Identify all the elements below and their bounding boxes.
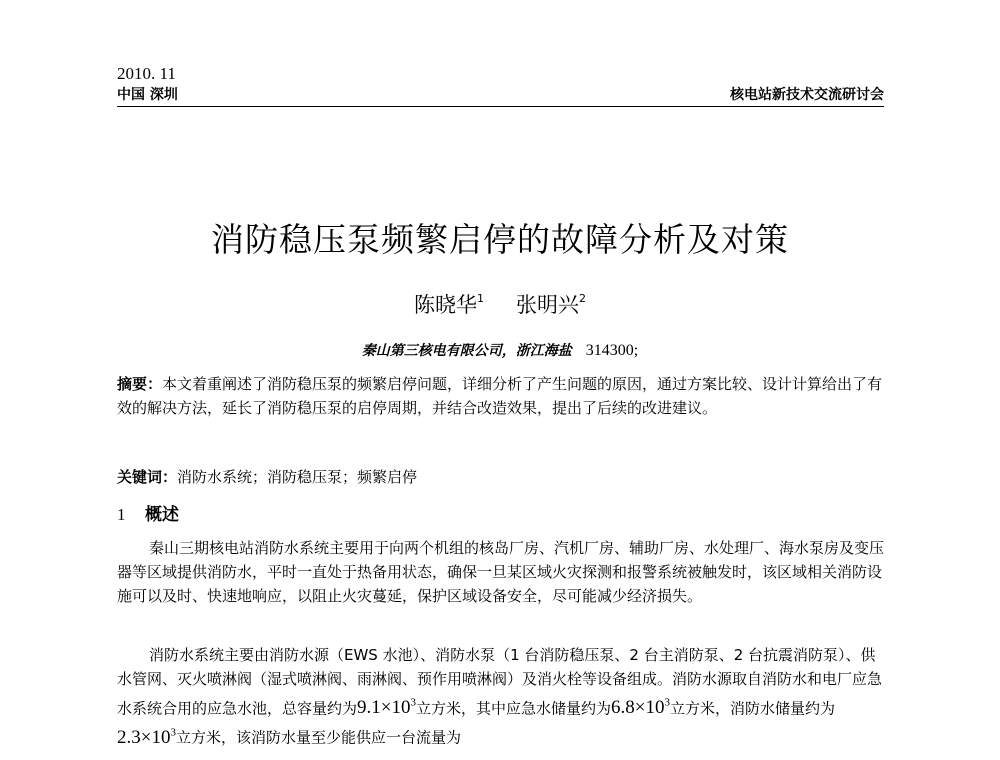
paragraph-text: 立方米，其中应急水储量约为 [415,699,611,718]
header-location: 中国 深圳 [117,87,178,103]
postcode: 314300; [585,342,639,359]
author-list [0,289,1000,319]
total-capacity-value: $9.1\times 10^3$ [357,697,416,719]
running-header-left [117,64,178,104]
abstract [117,372,885,420]
affiliation [0,340,1000,360]
author-mark: 2 [579,292,586,305]
paper-title: 消防稳压泵频繁启停的故障分析及对策 [211,220,789,259]
header-conference: 核电站新技术交流研讨会 [730,87,884,103]
body-paragraph: 秦山三期核电站消防水系统主要用于向两个机组的核岛厂房、汽机厂房、辅助厂房、水处理厂、海水泵房及变压器等区域提供消防水，平时一直处于热备用状态，确保一旦某区域火灾探测和报警系统被触发时，该区域相关消防设施可以及时、快速地响应，以阻止火灾蔓延，保护区域设备安全，尽可能减少经济损失。 [117,539,885,605]
emergency-storage-value: $6.8\times 10^3$ [611,697,670,719]
paragraph-text: 立方米，消防水储量约为 [669,699,835,718]
abstract-label: 摘要： [117,375,163,393]
paragraph-text: 消防水系统主要由消防水源（EWS 水池）、消防水泵（1 台消防稳压泵、2 台主消防泵、2 台抗震消防泵）、供水管网、灭火喷淋阀（湿式喷淋阀、雨淋阀、预作用喷淋阀）及消火栓等设备组成。消防水源取自消防水和电厂应急水系统合用的应急水池，总容量约为 [117,646,883,718]
affiliation-name: 秦山第三核电有限公司，浙江海盐 [361,343,572,359]
header-date: 2010. 11 [117,64,176,83]
author-name: 陈晓华 [414,293,477,317]
abstract-text: 本文着重阐述了消防稳压泵的频繁启停问题，详细分析了产生问题的原因，通过方案比较、设计计算给出了有效的解决方法，延长了消防稳压泵的启停周期，并结合改造效果，提出了后续的改进建议。 [117,375,883,417]
paragraph-text: 立方米，该消防水量至少能供应一台流量为 [175,728,461,747]
author-name: 张明兴 [516,293,579,317]
section-title: 概述 [145,505,179,525]
body-paragraph [117,643,885,750]
fire-storage-value: $2.3\times 10^3$ [117,726,176,748]
keywords [117,465,885,489]
header-divider [117,106,884,107]
section-number: 1 [117,505,126,524]
author-mark: 1 [477,292,484,305]
keywords-label: 关键词： [117,468,178,486]
keywords-text: 消防水系统；消防稳压泵；频繁启停 [177,468,418,486]
section-heading [117,500,179,525]
